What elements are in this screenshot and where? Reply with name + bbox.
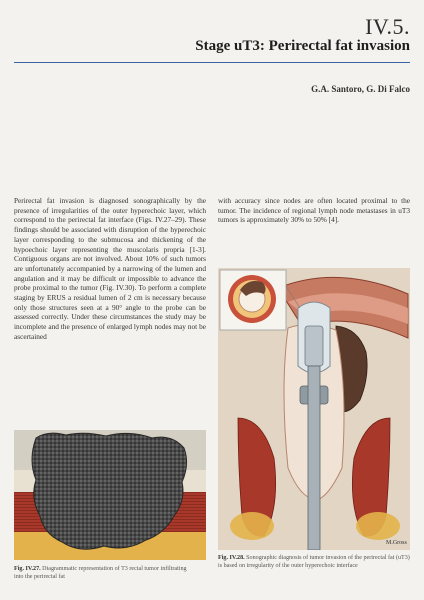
figure-iv28-caption-text: Sonographic diagnosis of tumor invasion of the perirectal fat (uT3) is based on irregularity of the outer hyperechoic interface xyxy=(218,555,410,569)
body-text-right: with accuracy since nodes are often located proximal to the tumor. The incidence of regional lymph node metastases in uT3 tumors is approximately 30% to 50% [4]. xyxy=(218,196,410,225)
probe-shaft xyxy=(308,366,320,550)
figure-iv27 xyxy=(14,430,206,560)
chapter-title: Stage uT3: Perirectal fat invasion xyxy=(195,38,410,54)
fat-right xyxy=(356,512,400,540)
title-rule xyxy=(14,62,410,63)
chapter-number: IV.5. xyxy=(365,14,410,39)
authors: G.A. Santoro, G. Di Falco xyxy=(311,84,410,94)
figure-iv28-caption xyxy=(218,554,410,570)
body-text-left: Perirectal fat invasion is diagnosed sonographically by the presence of irregularities of the outer hyperechoic layer, which correspond to the perirectal fat interface (Figs. IV.27–29). These findings should be associated with disruption of the hyperechoic layer corresponding to the submucosa and thickening of the hypoechoic layer representing the muscolaris propria [1-3]. Contiguous organs are not involved. About 10% of such tumors are unfortunately accompanied by a narrowing of the lumen and angulation and it may be difficult or impossible to advance the probe proximal to the tumor (Fig. IV.30). To perform a complete staging by ERUS a residual lumen of 2 cm is necessary because only those structures seen at a 90° angle to the probe can be assessed correctly. Under these circumstances the study may be incomplete and the presence of enlarged lymph nodes may not be ascertained xyxy=(14,196,206,341)
figure-iv27-number: Fig. IV.27. xyxy=(14,566,41,572)
figure-iv28-number: Fig. IV.28. xyxy=(218,555,245,561)
figure-iv27-caption xyxy=(14,565,194,581)
illustrator-signature: M.Gross xyxy=(386,540,407,546)
figure-iv28 xyxy=(218,268,410,550)
fat-left xyxy=(230,512,274,540)
figure-iv27-caption-text: Diagrammatic representation of T3 rectal tumor infiltrating into the perirectal fat xyxy=(14,566,187,580)
probe-head xyxy=(305,326,323,366)
